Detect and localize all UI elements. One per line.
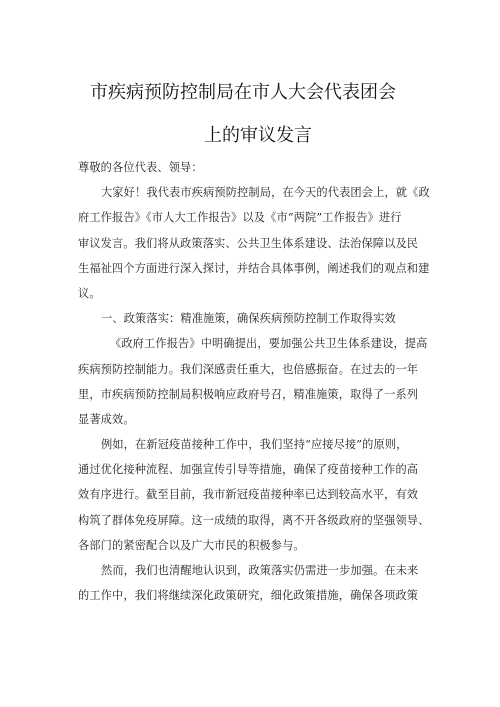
salutation: 尊敬的各位代表、领导： (78, 161, 203, 174)
paragraph-line: 效有序进行。截至目前，我市新冠疫苗接种率已达到较高水平，有效 (78, 488, 419, 502)
section-heading: 一、政策落实：精准施策，确保疾病预防控制工作取得实效 (101, 312, 396, 326)
paragraph-line: 然而，我们也清醒地认识到，政策落实仍需进一步加强。在未来 (101, 564, 419, 577)
document-title-line-2: 上的审议发言 (204, 125, 312, 146)
paragraph-line: 疾病预防控制能力。我们深感责任重大，也倍感振奋。在过去的一年 (78, 362, 419, 376)
paragraph-line: 里，市疾病预防控制局积极响应政府号召，精准施策，取得了一系列 (78, 387, 419, 401)
paragraph-line: 的工作中，我们将继续深化政策研究，细化政策措施，确保各项政策 (78, 589, 419, 603)
paragraph-line: 议。 (78, 286, 101, 300)
paragraph-line: 例如，在新冠疫苗接种工作中，我们坚持“应接尽接”的原则， (101, 438, 408, 452)
paragraph-line: 构筑了群体免疫屏障。这一成绩的取得，离不开各级政府的坚强领导、 (78, 513, 430, 527)
paragraph-line: 《政府工作报告》中明确提出，要加强公共卫生体系建设，提高 (110, 337, 428, 351)
paragraph-line: 审议发言。我们将从政策落实、公共卫生体系建设、法治保障以及民 (78, 236, 419, 250)
paragraph-line: 生福祉四个方面进行深入探讨，并结合具体事例，阐述我们的观点和建 (78, 261, 430, 275)
document-body (78, 155, 438, 608)
paragraph-line: 显著成效。 (78, 412, 135, 426)
paragraph-line: 通过优化接种流程、加强宣传引导等措施，确保了疫苗接种工作的高 (78, 463, 419, 477)
paragraph-line: 各部门的紧密配合以及广大市民的积极参与。 (78, 538, 305, 552)
document-title-line-1: 市疾病预防控制局在市人大会代表团会 (90, 82, 396, 103)
paragraph-line: 府工作报告》《市人大工作报告》以及《市“两院”工作报告》进行 (78, 211, 402, 225)
paragraph-line: 大家好！我代表市疾病预防控制局，在今天的代表团会上，就《政 (101, 186, 430, 200)
